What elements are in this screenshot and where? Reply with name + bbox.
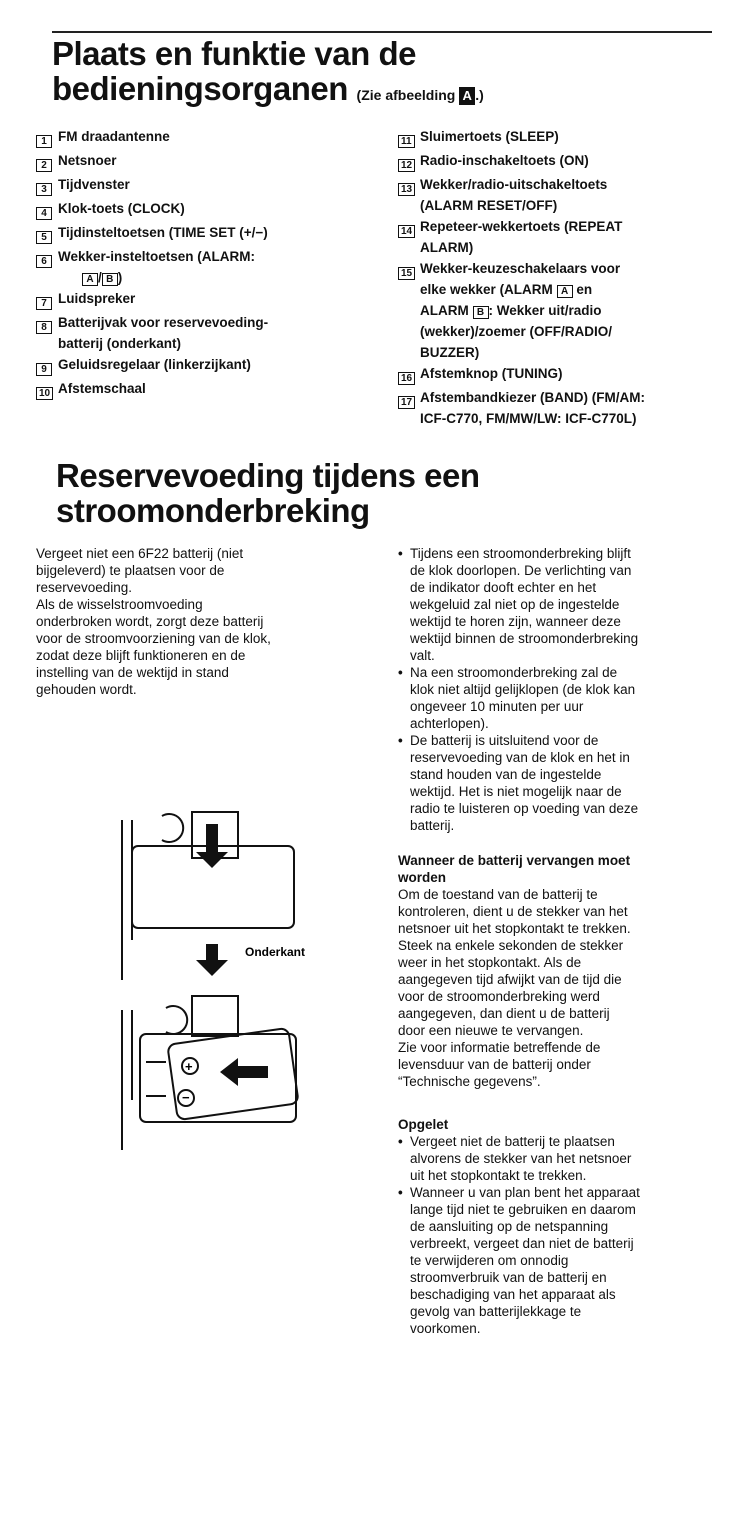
section1-title-line2-text: bedieningsorganen — [52, 70, 348, 107]
section2-title-line2: stroomonderbreking — [56, 492, 370, 529]
bullet-item — [398, 545, 748, 664]
replace-heading — [398, 852, 748, 886]
caution-bullet — [398, 1133, 748, 1184]
alarm-b-box: B — [102, 273, 118, 286]
bullet-line: de indikator dooft echter en het — [410, 580, 597, 595]
intro-line: zodat deze blijft funktioneren en de — [36, 648, 246, 663]
item-text: Wekker-keuzeschakelaars voor — [420, 261, 621, 276]
knob-outline-top — [162, 814, 183, 842]
separator: / — [98, 270, 102, 285]
item-text: BUZZER) — [420, 345, 480, 360]
title-note-close: .) — [475, 87, 484, 103]
caution-line: Wanneer u van plan bent het apparaat — [410, 1185, 640, 1200]
bullet-line: wektijd te horen zijn, wanneer deze — [410, 614, 621, 629]
intro-line: Vergeet niet een 6F22 batterij (niet — [36, 546, 244, 561]
list-item — [36, 378, 366, 402]
replace-line: weer in het stopkontakt. Als de — [398, 955, 582, 970]
replace-line: voor de stroomonderbreking werd — [398, 989, 600, 1004]
bullet-line: Na een stroomonderbreking zal de — [410, 665, 618, 680]
bullet-line: valt. — [410, 648, 435, 663]
replace-line: levensduur van de batterij onder — [398, 1057, 591, 1072]
caution-line: stroomverbruik van de batterij en — [410, 1270, 607, 1285]
item-text: FM draadantenne — [58, 129, 170, 144]
bullet-line: ongeveer 10 minuten per uur — [410, 699, 584, 714]
item-number: 17 — [398, 396, 415, 409]
item-number: 14 — [398, 225, 415, 238]
intro-paragraph — [36, 545, 366, 698]
item-text: : Wekker uit/radio — [488, 303, 602, 318]
bullet-line: achterlopen). — [410, 716, 489, 731]
replace-line: netsnoer uit het stopkontakt te trekken. — [398, 921, 631, 936]
item-text: Afstembandkiezer (BAND) (FM/AM: — [420, 390, 646, 405]
item-number: 11 — [398, 135, 415, 148]
item-text: Repeteer-wekkertoets (REPEAT — [420, 219, 623, 234]
bullet-dot-icon: • — [398, 1134, 403, 1149]
list-item — [398, 387, 748, 429]
bullet-item — [398, 664, 748, 732]
caution-line: te verwijderen om onnodig — [410, 1253, 569, 1268]
list-item — [398, 258, 748, 363]
bullet-line: batterij. — [410, 818, 455, 833]
intro-line: gehouden wordt. — [36, 682, 137, 697]
list-item — [36, 288, 366, 312]
item-number: 16 — [398, 372, 415, 385]
bullet-line: Tijdens een stroomonderbreking blijft — [410, 546, 631, 561]
caution-bullet — [398, 1184, 748, 1337]
item-number: 1 — [36, 135, 52, 148]
figure-ref-box: A — [459, 87, 475, 105]
item-text: Radio-inschakeltoets (ON) — [420, 153, 589, 168]
item-text: en — [576, 282, 593, 297]
item-text: Afstemschaal — [58, 381, 146, 396]
item-text: Afstemknop (TUNING) — [420, 366, 563, 381]
list-item — [36, 150, 366, 174]
caution-line: de aansluiting op de netspanning — [410, 1219, 609, 1234]
bullet-dot-icon: • — [398, 1185, 403, 1200]
caution-line: voorkomen. — [410, 1321, 481, 1336]
bullet-line: stand houden van de ingestelde — [410, 767, 602, 782]
item-text: ALARM) — [420, 240, 474, 255]
caution-heading: Opgelet — [398, 1117, 449, 1132]
caution-line: verbreekt, vergeet dan niet de batterij — [410, 1236, 634, 1251]
bullet-line: wekgeluid zal niet op de ingestelde — [410, 597, 620, 612]
battery-lid-open — [192, 996, 238, 1036]
close-paren: ) — [117, 270, 123, 285]
bullet-line: klok niet altijd gelijklopen (de klok kan — [410, 682, 636, 697]
item-number: 2 — [36, 159, 52, 172]
controls-list-right — [398, 126, 748, 429]
list-item — [36, 126, 366, 150]
item-number: 9 — [36, 363, 52, 376]
list-item — [398, 174, 748, 216]
caution-line: lange tijd niet te gebruiken en daarom — [410, 1202, 636, 1217]
item15-line2 — [420, 279, 620, 300]
list-item — [398, 363, 748, 387]
bullet-line: wektijd. Het is niet mogelijk naar de — [410, 784, 622, 799]
plus-sign-icon: + — [185, 1059, 193, 1074]
item-number: 8 — [36, 321, 52, 334]
bullet-line: De batterij is uitsluitend voor de — [410, 733, 599, 748]
controls-list-left — [36, 126, 366, 402]
item-number: 3 — [36, 183, 52, 196]
replace-line: “Technische gegevens”. — [398, 1074, 541, 1089]
replace-line: aangegeven tijd afwijkt van de tijd die — [398, 972, 622, 987]
item-text: elke wekker (ALARM — [420, 282, 553, 297]
item-number: 5 — [36, 231, 52, 244]
item-number: 7 — [36, 297, 52, 310]
intro-line: reservevoeding. — [36, 580, 133, 595]
item15-line3 — [420, 300, 620, 321]
caution-line: beschadiging van het apparaat als — [410, 1287, 616, 1302]
battery-compartment — [140, 1034, 296, 1122]
intro-line: onderbroken wordt, zorgt deze batterij — [36, 614, 264, 629]
list-item — [398, 126, 748, 150]
replace-heading-line: worden — [398, 870, 447, 885]
item-number: 4 — [36, 207, 52, 220]
caution-line: Vergeet niet de batterij te plaatsen — [410, 1134, 615, 1149]
section2-title — [56, 458, 480, 528]
item6-continuation — [58, 267, 255, 288]
alarm-b-box: B — [473, 306, 489, 319]
item-text: ALARM — [420, 303, 469, 318]
item-text: Batterijvak voor reservevoeding- — [58, 315, 269, 330]
list-item — [36, 246, 366, 288]
item-number: 15 — [398, 267, 415, 280]
item-text: Netsnoer — [58, 153, 117, 168]
section2-title-line1: Reservevoeding tijdens een — [56, 457, 480, 494]
intro-line: bijgeleverd) te plaatsen voor de — [36, 563, 225, 578]
item-text: (ALARM RESET/OFF) — [420, 198, 558, 213]
item-number: 10 — [36, 387, 53, 400]
caution-line: gevolg van batterijlekkage te — [410, 1304, 582, 1319]
bullet-dot-icon: • — [398, 665, 403, 680]
item-text: Geluidsregelaar (linkerzijkant) — [58, 357, 251, 372]
section1-title — [52, 36, 484, 113]
item-text: ICF-C770, FM/MW/LW: ICF-C770L) — [420, 411, 637, 426]
arrow-down-icon — [196, 944, 228, 976]
caution-line: uit het stopkontakt te trekken. — [410, 1168, 587, 1183]
title-note-text: (Zie afbeelding — [356, 87, 456, 103]
item-text: batterij (onderkant) — [58, 336, 182, 351]
item-text: Klok-toets (CLOCK) — [58, 201, 185, 216]
caution-line: alvorens de stekker van het netsnoer — [410, 1151, 632, 1166]
replace-line: aangegeven, dan dient u de batterij — [398, 1006, 610, 1021]
item-text: Luidspreker — [58, 291, 136, 306]
bullet-line: radio te luisteren op voeding van deze — [410, 801, 639, 816]
item-text: Wekker/radio-uitschakeltoets — [420, 177, 608, 192]
item-number: 13 — [398, 183, 415, 196]
bullet-line: de klok doorlopen. De verlichting van — [410, 563, 632, 578]
section1-title-note — [357, 87, 484, 103]
bullet-item — [398, 732, 748, 834]
item-text: (wekker)/zoemer (OFF/RADIO/ — [420, 324, 613, 339]
section1-title-line1: Plaats en funktie van de — [52, 35, 416, 72]
minus-sign-icon: − — [182, 1090, 190, 1105]
item-text: Tijdvenster — [58, 177, 130, 192]
alarm-a-box: A — [82, 273, 98, 286]
section1-title-line2 — [52, 71, 484, 113]
list-item — [398, 150, 748, 174]
bullet-dot-icon: • — [398, 733, 403, 748]
replace-line: Zie voor informatie betreffende de — [398, 1040, 601, 1055]
replace-line: Om de toestand van de batterij te — [398, 887, 598, 902]
bullet-line: reservevoeding van de klok en het in — [410, 750, 630, 765]
replace-line: door een nieuwe te vervangen. — [398, 1023, 584, 1038]
figure-label-onderkant: Onderkant — [245, 945, 306, 959]
intro-line: Als de wisselstroomvoeding — [36, 597, 203, 612]
item-text: Wekker-insteltoetsen (ALARM: — [58, 249, 256, 264]
item-number: 6 — [36, 255, 52, 268]
knob-outline-bottom — [166, 1006, 187, 1034]
intro-line: instelling van de wektijd in stand — [36, 665, 229, 680]
list-item — [36, 312, 366, 354]
bullet-dot-icon: • — [398, 546, 403, 561]
intro-line: voor de stroomvoorziening van de klok, — [36, 631, 271, 646]
list-item — [398, 216, 748, 258]
battery-illustration — [110, 800, 340, 1160]
bullet-line: wektijd binnen de stroomonderbreking — [410, 631, 639, 646]
top-rule — [52, 31, 712, 33]
insert-arrow-icon — [220, 1058, 268, 1086]
replace-paragraph — [398, 886, 748, 1090]
list-item — [36, 354, 366, 378]
list-item — [36, 174, 366, 198]
item-text: Tijdinsteltoetsen (TIME SET (+/−) — [58, 225, 268, 240]
replace-heading-line: Wanneer de batterij vervangen moet — [398, 853, 631, 868]
item-text: Sluimertoets (SLEEP) — [420, 129, 559, 144]
list-item — [36, 198, 366, 222]
alarm-a-box: A — [557, 285, 573, 298]
list-item — [36, 222, 366, 246]
info-bullets — [398, 545, 748, 1337]
replace-line: kontroleren, dient u de stekker van het — [398, 904, 628, 919]
replace-line: Steek na enkele sekonden de stekker — [398, 938, 624, 953]
item-number: 12 — [398, 159, 415, 172]
